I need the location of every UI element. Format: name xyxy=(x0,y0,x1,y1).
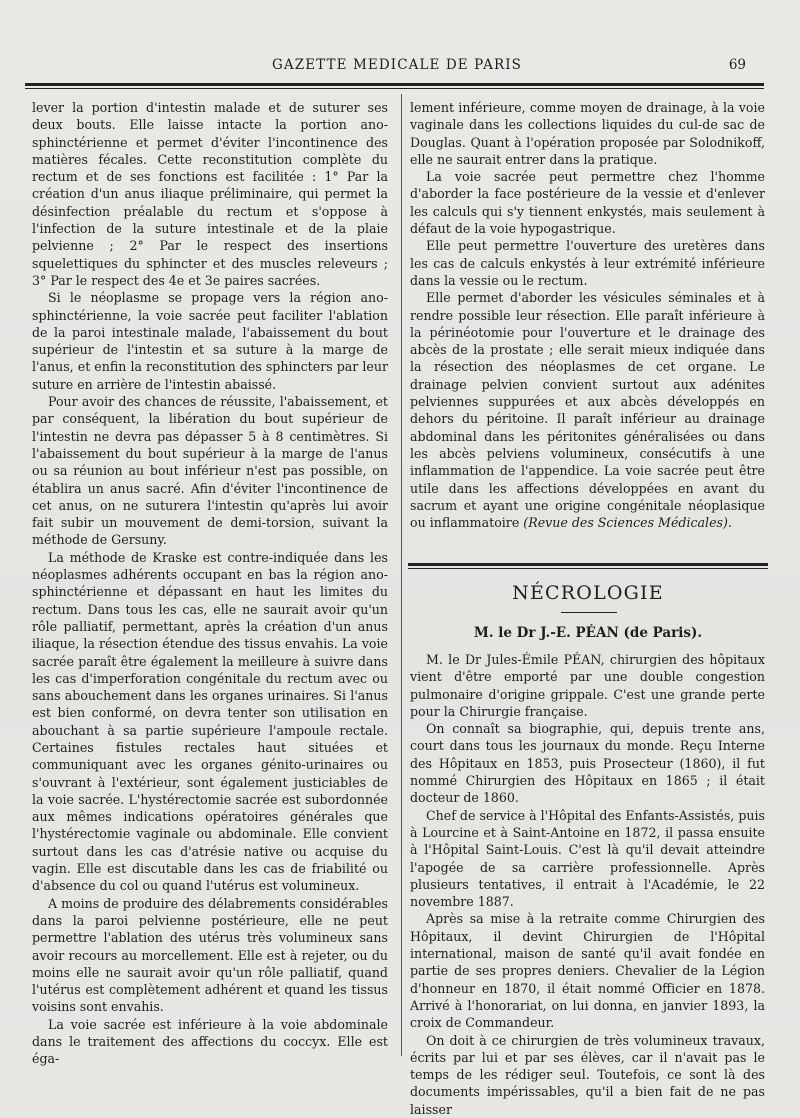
paragraph: Si le néoplasme se propage vers la région ano-sphinctérienne, la voie sacrée peut faciliter l'ablation de la paroi intestinale malade, l'abaissement du bout supérieur de l'intestin et sa suture à la marge de l'anus, et enfin la reconstitution des sphincters par leur suture en arrière de l'intestin abaissé. xyxy=(32,290,388,392)
section-underline xyxy=(561,612,617,613)
paragraph: Chef de service à l'Hôpital des Enfants-Assistés, puis à Lourcine et à Saint-Antoine en 1872, il passa ensuite à l'Hôpital Saint-Louis. C'est là qu'il devait atteindre l'apogée de sa carrière professionnelle. Après plusieurs tentatives, il entrait à l'Académie, le 22 novembre 1887. xyxy=(410,807,765,910)
necrology-body xyxy=(410,651,765,1118)
paragraph: lever la portion d'intestin malade et de suturer ses deux bouts. Elle laisse intacte la portion ano-sphinctérienne et permet d'éviter l'incontinence des matières fécales. Cette reconstitution complète du rectum et de ses fonctions est facilitée : 1° Par la création d'un anus iliaque préliminaire, qui permet la désinfection préalable du rectum et s'oppose à l'infection de la suture intestinale et de la plaie pelvienne ; 2° Par le respect des insertions squelettiques du sphincter et des muscles releveurs ; 3° Par le respect des 4e et 3e paires sacrées. xyxy=(32,100,388,288)
paragraph-text: Elle permet d'aborder les vésicules séminales et à rendre possible leur résection. Elle paraît inférieure à la périnéotomie pour l'ouverture et le drainage des abcès de la prostate ; elle serait mieux indiquée dans la résection des néoplasmes de cet organe. Le drainage pelvien convient surtout aux adénites pelviennes suppurées et aux abcès développés en dehors du péritoine. Il paraît inférieur au drainage abdominal dans les péritonites généralisées ou dans les abcès pelviens volumineux, consécutifs à une inflammation de l'appendice. La voie sacrée peut être utile dans les affections développées en avant du sacrum et ayant une origine congénitale néoplasique ou inflammatoire xyxy=(410,290,765,531)
section-title: NÉCROLOGIE xyxy=(512,582,664,604)
paragraph: On doit à ce chirurgien de très volumineux travaux, écrits par lui et par ses élèves, car il n'avait pas le temps de les rédiger seul. Toutefois, ce sont là des documents impérissables, qu'il a bien fait de ne pas laisser xyxy=(410,1032,765,1117)
paragraph: La voie sacrée est inférieure à la voie abdominale dans le traitement des affections du coccyx. Elle est éga- xyxy=(32,1016,388,1067)
paragraph: A moins de produire des délabrements considérables dans la paroi pelvienne postérieure, elle ne peut permettre l'ablation des utérus très volumineux sans avoir recours au morcellement. Elle est à rejeter, ou du moins elle ne saurait avoir qu'un rôle palliatif, quand l'utérus est complètement adhérent et quand les tissus voisins sont envahis. xyxy=(32,895,388,1015)
right-column-top xyxy=(410,99,765,531)
page-number: 69 xyxy=(728,57,746,73)
article-title: M. le Dr J.-E. PÉAN (de Paris). xyxy=(473,625,703,641)
left-column xyxy=(32,99,388,1068)
paragraph: lement inférieure, comme moyen de drainage, à la voie vaginale dans les collections liquides du cul-de sac de Douglas. Quant à l'opération proposée par Solodnikoff, elle ne saurait entrer dans la pratique. xyxy=(410,100,765,167)
section-rule-thick xyxy=(408,563,768,566)
source-citation: (Revue des Sciences Médicales). xyxy=(523,515,732,531)
header-rule-thin xyxy=(25,88,764,89)
paragraph: Elle peut permettre l'ouverture des uretères dans les cas de calculs enkystés à leur extrémité inférieure dans la vessie ou le rectum. xyxy=(410,238,765,288)
paragraph: Après sa mise à la retraite comme Chirurgien des Hôpitaux, il devint Chirurgien de l'Hôpital international, maison de santé qu'il avait fondée en partie de ses propres deniers. Chevalier de la Légion d'honneur en 1870, il était nommé Officier en 1878. Arrivé à l'honorariat, on lui donna, en janvier 1893, la croix de Commandeur. xyxy=(410,911,765,1031)
paragraph: Pour avoir des chances de réussite, l'abaissement, et par conséquent, la libération du bout supérieur de l'intestin ne devra pas dépasser 5 à 8 centimètres. Si l'abaissement du bout supérieur à la marge de l'anus ou sa réunion au bout inférieur n'est pas possible, on établira un anus sacré. Afin d'éviter l'incontinence de cet anus, on ne suturera l'intestin qu'après lui avoir fait subir un mouvement de demi-torsion, suivant la méthode de Gersuny. xyxy=(32,394,388,548)
paragraph: La méthode de Kraske est contre-indiquée dans les néoplasmes adhérents occupant en bas la région ano-sphinctérienne et dépassant en haut les limites du rectum. Dans tous les cas, elle ne saurait avoir qu'un rôle palliatif, permettant, après la création d'un anus iliaque, la résection étendue des tissus envahis. La voie sacrée paraît être également la meilleure à suivre dans les cas d'imperforation congénitale du rectum avec ou sans abouchement dans les organes urinaires. Si l'anus est bien conformé, on devra tenter son utilisation en abouchant à sa partie supérieure l'ampoule rectale. Certaines fistules rectales haut situées et communiquant avec les organes génito-urinaires ou s'ouvrant à l'extérieur, sont également justiciables de la voie sacrée. L'hystérectomie sacrée est subordonnée aux mêmes indications opératoires générales que l'hystérectomie vaginale ou abdominale. Elle convient surtout dans les cas d'atrésie native ou acquise du vagin. Elle est discutable dans les cas de friabilité ou d'absence du col ou quand l'utérus est volumineux. xyxy=(32,549,388,894)
running-header-title: GAZETTE MEDICALE DE PARIS xyxy=(271,57,522,73)
paragraph xyxy=(410,289,765,531)
header-rule-thick xyxy=(25,83,764,86)
paragraph: M. le Dr Jules-Émile PÉAN, chirurgien des hôpitaux vient d'être emporté par une double congestion pulmonaire d'origine grippale. C'est une grande perte pour la Chirurgie française. xyxy=(410,652,765,719)
paragraph: On connaît sa biographie, qui, depuis trente ans, court dans tous les journaux du monde. Reçu Interne des Hôpitaux en 1853, puis Prosecteur (1860), il fut nommé Chirurgien des Hôpitaux en 1865 ; il était docteur de 1860. xyxy=(410,721,765,806)
section-rule-thin xyxy=(408,568,768,569)
column-divider xyxy=(401,94,402,1056)
paragraph: La voie sacrée peut permettre chez l'homme d'aborder la face postérieure de la vessie et d'enlever les calculs qui s'y tiennent enkystés, mais seulement à défaut de la voie hypogastrique. xyxy=(410,169,765,237)
